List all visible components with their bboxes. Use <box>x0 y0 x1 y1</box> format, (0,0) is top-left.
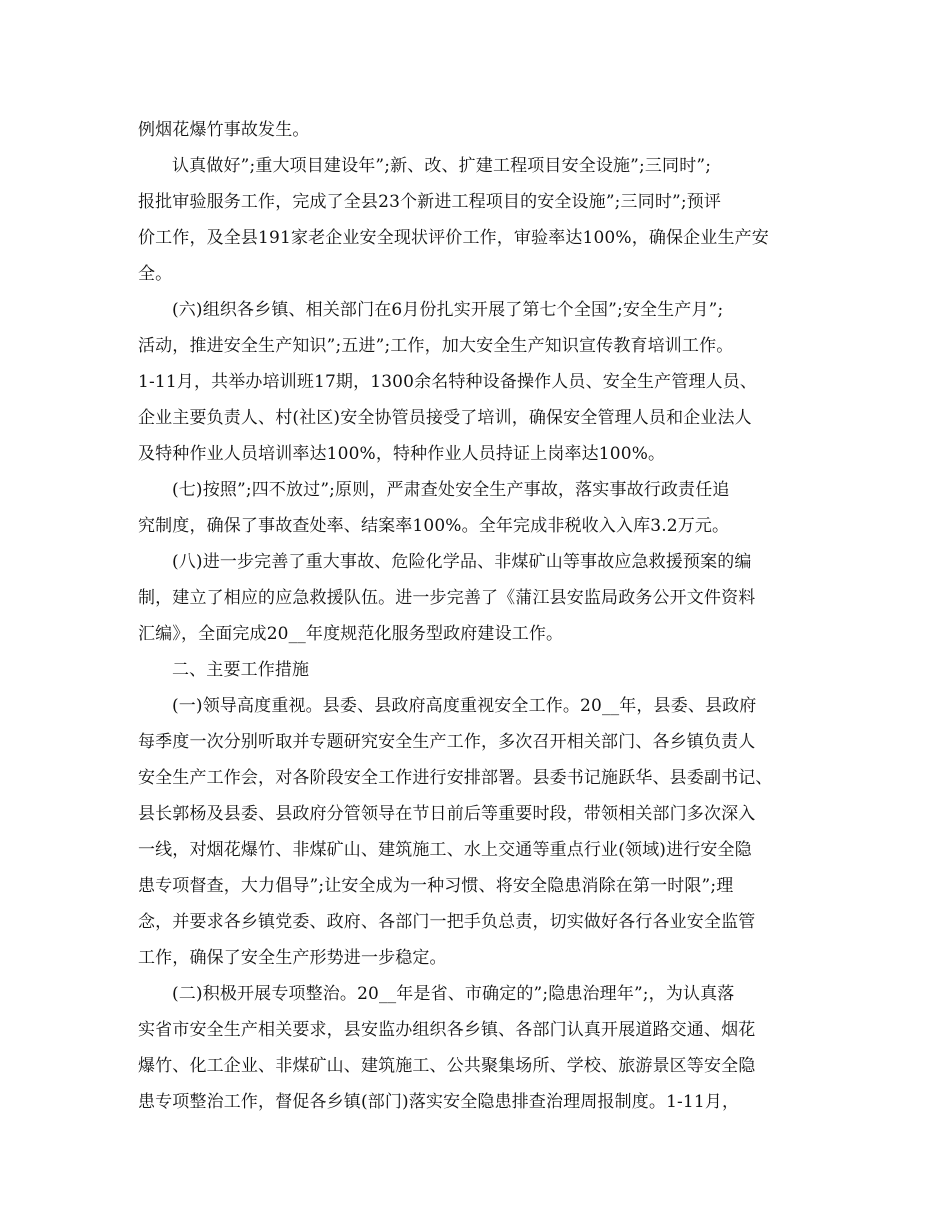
text-line: 念，并要求各乡镇党委、政府、各部门一把手负总责，切实做好各行各业安全监管 <box>138 912 756 932</box>
text-line: 一线，对烟花爆竹、非煤矿山、建筑施工、水上交通等重点行业(领域)进行安全隐 <box>138 840 752 860</box>
text-line: 患专项整治工作，督促各乡镇(部门)落实安全隐患排查治理周报制度。1-11月， <box>138 1092 740 1112</box>
paragraph-line: 认真做好”;重大项目建设年”;新、改、扩建工程项目安全设施”;三同时”; <box>172 156 712 176</box>
paragraph-line: (六)组织各乡镇、相关部门在6月份扎实开展了第七个全国”;安全生产月”; <box>172 300 724 320</box>
text-line: 活动，推进安全生产知识”;五进”;工作，加大安全生产知识宣传教育培训工作。 <box>138 336 734 356</box>
paragraph-line: (七)按照”;四不放过”;原则，严肃查处安全生产事故，落实事故行政责任追 <box>172 480 730 500</box>
paragraph-line: (一)领导高度重视。县委、县政府高度重视安全工作。20__年，县委、县政府 <box>172 696 757 716</box>
text-line: 及特种作业人员培训率达100%，特种作业人员持证上岗率达100%。 <box>138 444 666 464</box>
text-line: 报批审验服务工作，完成了全县23个新进工程项目的安全设施”;三同时”;预评 <box>138 192 722 212</box>
text-line: 实省市安全生产相关要求，县安监办组织各乡镇、各部门认真开展道路交通、烟花 <box>138 1020 756 1040</box>
text-line: 安全生产工作会，对各阶段安全工作进行安排部署。县委书记施跃华、县委副书记、 <box>138 768 773 788</box>
text-line: 究制度，确保了事故查处率、结案率100%。全年完成非税收入入库3.2万元。 <box>138 516 730 536</box>
document-body <box>138 112 820 1120</box>
text-line: 例烟花爆竹事故发生。 <box>138 120 310 140</box>
paragraph-line: (二)积极开展专项整治。20__年是省、市确定的”;隐患治理年”;，为认真落 <box>172 984 735 1004</box>
paragraph-line: (八)进一步完善了重大事故、危险化学品、非煤矿山等事故应急救援预案的编 <box>172 552 752 572</box>
text-line: 县长郭杨及县委、县政府分管领导在节日前后等重要时段，带领相关部门多次深入 <box>138 804 756 824</box>
text-line: 1-11月，共举办培训班17期，1300余名特种设备操作人员、安全生产管理人员、 <box>138 372 758 392</box>
text-line: 全。 <box>138 264 173 284</box>
section-heading: 二、主要工作措施 <box>172 660 310 680</box>
text-line: 爆竹、化工企业、非煤矿山、建筑施工、公共聚集场所、学校、旅游景区等安全隐 <box>138 1056 756 1076</box>
text-line: 汇编》，全面完成20__年度规范化服务型政府建设工作。 <box>138 624 564 644</box>
text-line: 制，建立了相应的应急救援队伍。进一步完善了《蒲江县安监局政务公开文件资料 <box>138 588 756 608</box>
text-line: 每季度一次分别听取并专题研究安全生产工作，多次召开相关部门、各乡镇负责人 <box>138 732 756 752</box>
text-line: 工作，确保了安全生产形势进一步稳定。 <box>138 948 447 968</box>
text-line: 企业主要负责人、村(社区)安全协管员接受了培训，确保安全管理人员和企业法人 <box>138 408 752 428</box>
text-line: 价工作，及全县191家老企业安全现状评价工作，审验率达100%，确保企业生产安 <box>138 228 769 248</box>
text-line: 患专项督查，大力倡导”;让安全成为一种习惯、将安全隐患消除在第一时限”;理 <box>138 876 734 896</box>
